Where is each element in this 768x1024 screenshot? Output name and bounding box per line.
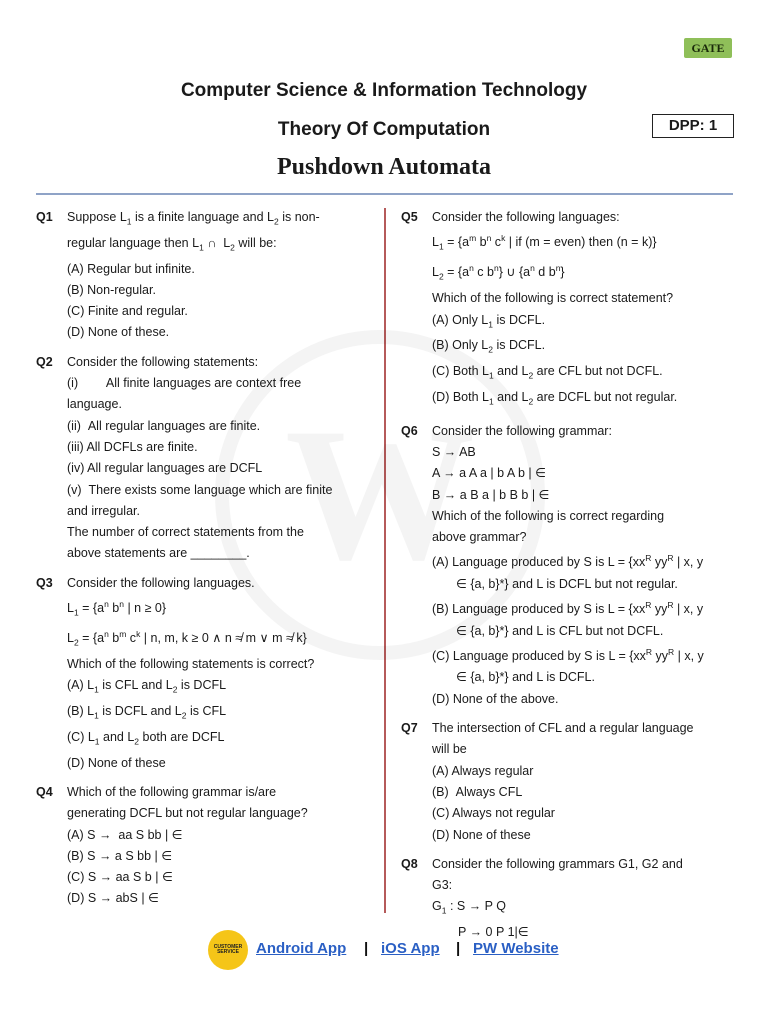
question-line: (v) There exists some language which are finite (67, 482, 333, 497)
question-line: A → a A a | b A b | ∈ (432, 466, 546, 481)
question-body (67, 782, 358, 910)
question-line: (C) Both $L_1$ and $L_2$ are CFL but not DCFL. (432, 364, 663, 381)
question-body (432, 207, 723, 413)
question-number: Q3 (36, 575, 53, 590)
question-q5 (401, 207, 723, 413)
question-line: (C) S → aa S b | ∈ (67, 870, 173, 885)
question-line: (i) All finite languages are context free (67, 376, 302, 391)
question-line: (C) Always not regular (432, 806, 555, 821)
question-q6 (401, 421, 723, 710)
question-line: $L_2 = \{a^n$ c $b^n$} ∪ {$a^n$ d $b^n$} (432, 263, 565, 282)
header-divider (36, 193, 733, 195)
question-line: (B) Only $L_2$ is DCFL. (432, 338, 546, 355)
question-line: (D) None of these (67, 755, 166, 770)
question-line: ∈ {a, b}*} and L is DCFL but not regular. (456, 576, 678, 591)
question-line: $L_1 = \{a^m$ $b^n$ $c^k$ | if (m = even) then (n = k)} (432, 233, 657, 252)
question-line: generating DCFL but not regular language? (67, 806, 308, 821)
question-line: (D) None of the above. (432, 691, 559, 706)
question-line: Which of the following is correct regarding (432, 508, 665, 523)
question-line: Consider the following grammars G1, G2 and (432, 856, 683, 871)
question-line: S → AB (432, 444, 476, 459)
question-line: Which of the following statements is correct? (67, 656, 315, 671)
ios-app-link[interactable]: iOS App (381, 940, 440, 957)
question-line: (B) $L_1$ is DCFL and $L_2$ is CFL (67, 704, 227, 721)
question-line: $L_1 = \{a^n$ $b^n$ | n ≥ 0} (67, 599, 167, 618)
footer (0, 930, 768, 972)
question-line: Which of the following is correct statement? (432, 291, 674, 306)
question-line: (A) S → aa S bb | ∈ (67, 827, 183, 842)
question-body (67, 573, 358, 774)
topic-title: Pushdown Automata (276, 154, 492, 180)
question-q7 (401, 718, 723, 846)
question-number: Q5 (401, 210, 418, 224)
question-line: B → a B a | b B b | ∈ (432, 487, 550, 502)
question-line: (A) $L_1$ is CFL and $L_2$ is DCFL (67, 678, 227, 695)
question-line: ∈ {a, b}*} and L is CFL but not DCFL. (456, 623, 664, 638)
question-line: (B) Language produced by S is $L = \{xx^R$ $yy^R$ | x, y (432, 600, 704, 617)
question-line: (B) S → a S bb | ∈ (67, 848, 173, 863)
pw-website-link[interactable]: PW Website (473, 940, 559, 957)
question-number: Q7 (401, 721, 418, 736)
question-line: (A) Regular but infinite. (67, 261, 195, 276)
question-number: Q6 (401, 423, 418, 438)
question-line: The intersection of CFL and a regular language (432, 721, 694, 736)
question-line: and irregular. (67, 503, 140, 518)
link-separator: | (456, 940, 461, 957)
question-line: Consider the following grammar: (432, 423, 612, 438)
question-line: Consider the following statements: (67, 354, 259, 369)
question-line: G3: (432, 878, 453, 893)
question-q3 (36, 573, 358, 774)
question-body (432, 718, 723, 846)
question-line: Suppose $L_1$ is a finite language and $L_2$ is non- (67, 210, 320, 227)
question-q2 (36, 352, 358, 565)
question-line: (B) Always CFL (432, 784, 523, 799)
question-q4 (36, 782, 358, 910)
question-body (432, 421, 723, 710)
question-number: Q1 (36, 210, 53, 224)
question-line: The number of correct statements from the (67, 525, 304, 540)
question-line: (D) None of these. (67, 325, 170, 340)
question-line: (A) Always regular (432, 763, 534, 778)
exam-badge: GATE (684, 38, 732, 58)
question-line: regular language then $L_1$ ∩ $L_2$ will be: (67, 235, 277, 253)
subject-title: Theory Of Computation (277, 119, 491, 140)
question-line: (ii) All regular languages are finite. (67, 418, 261, 433)
right-column (401, 207, 723, 951)
question-number: Q4 (36, 784, 53, 799)
question-line: Which of the following grammar is/are (67, 784, 277, 799)
question-line: (C) Language produced by S is $L = \{xx^R$ $yy^R$ | x, y (432, 646, 704, 664)
question-line: above statements are ________. (67, 546, 250, 561)
question-line: will be (432, 742, 467, 757)
course-title: Computer Science & Information Technology (180, 80, 588, 101)
question-line: ∈ {a, b}*} and L is DCFL. (456, 670, 595, 685)
question-line: $L_2 = \{a^n$ $b^m$ $c^k$ | n, m, k ≥ 0 ∧ n ≉ m ∨ m ≉ k} (67, 629, 307, 648)
question-line: (A) Only $L_1$ is DCFL. (432, 312, 546, 329)
question-line: (D) None of these (432, 827, 531, 842)
android-app-link[interactable]: Android App (256, 940, 347, 957)
question-body (67, 352, 358, 565)
column-divider (384, 208, 386, 913)
question-q1 (36, 207, 358, 344)
question-line: (C) Finite and regular. (67, 304, 188, 319)
question-line: (iii) All DCFLs are finite. (67, 439, 198, 454)
question-number: Q8 (401, 856, 418, 871)
question-body (67, 207, 358, 344)
question-number: Q2 (36, 354, 53, 369)
question-line: (A) Language produced by S is $L = \{xx^R$ $yy^R$ | x, y (432, 553, 704, 570)
logo-text: CUSTOMER SERVICE (213, 944, 243, 955)
question-line: Consider the following languages: (432, 210, 620, 224)
link-separator: | (364, 940, 369, 957)
question-line: Consider the following languages. (67, 575, 255, 590)
question-line: language. (67, 397, 122, 412)
question-line: (C) $L_1$ and $L_2$ both are DCFL (67, 729, 225, 747)
question-line: above grammar? (432, 530, 527, 545)
question-line: (iv) All regular languages are DCFL (67, 461, 263, 476)
question-line: (B) Non-regular. (67, 282, 156, 297)
question-line: (D) Both $L_1$ and $L_2$ are DCFL but not regular. (432, 389, 678, 407)
dpp-label: DPP: 1 (652, 114, 734, 138)
left-column (36, 207, 358, 918)
question-line: $G_1$ : S → P Q (432, 899, 506, 916)
question-line: P → 0 P 1|∈ (458, 925, 529, 940)
question-line: (D) S → abS | ∈ (67, 891, 159, 906)
customer-service-logo-icon (208, 930, 248, 970)
